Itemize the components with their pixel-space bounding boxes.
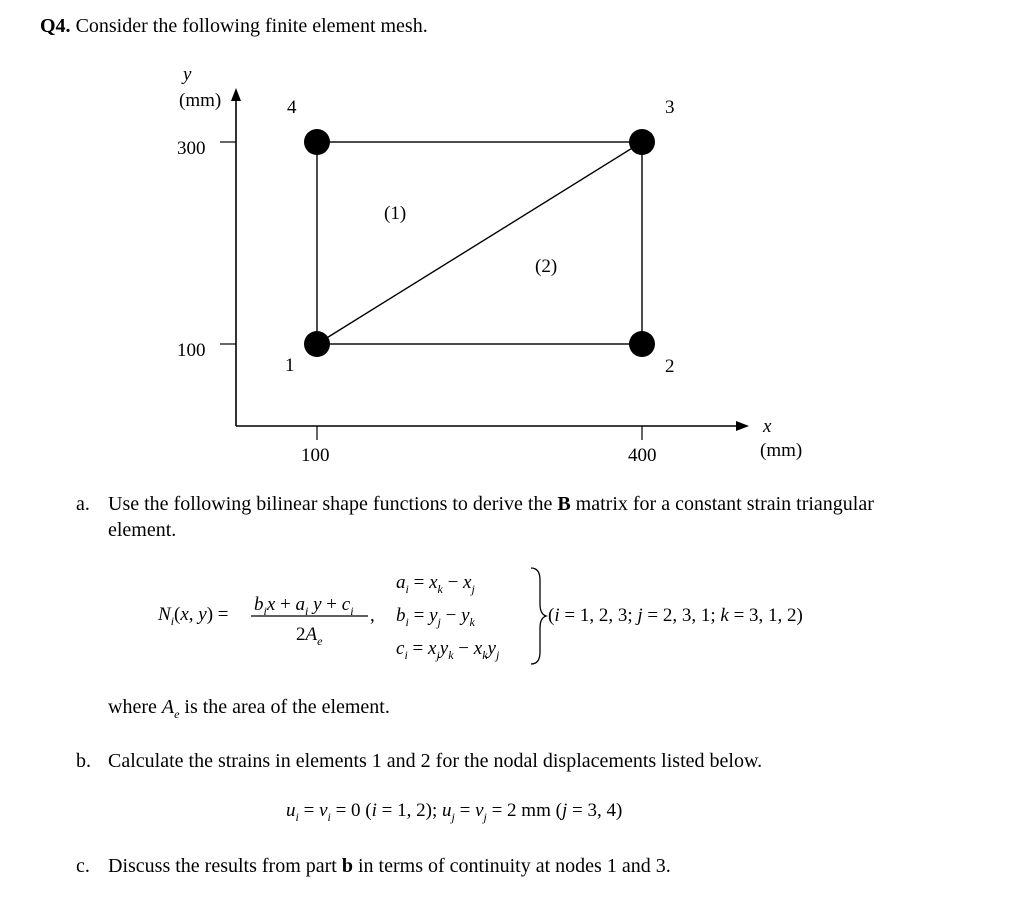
part-a-bold-b: B — [557, 493, 571, 515]
node-label-1: 1 — [285, 355, 295, 376]
x-tick-label-100: 100 — [301, 445, 330, 466]
y-axis-label: y — [183, 64, 192, 85]
eq-comma: , — [370, 605, 375, 626]
y-axis-unit: (mm) — [179, 90, 222, 111]
displacement-equation — [0, 790, 1024, 830]
part-c-text-post: in terms of continuity at nodes 1 and 3. — [352, 855, 671, 877]
part-b-letter: b. — [76, 750, 91, 772]
eq-numerator: $b_ix + a_i$ $y + c_i$ — [254, 594, 354, 618]
part-a-text-post: matrix for a constant strain triangular — [570, 493, 874, 515]
where-pre: where — [108, 696, 162, 718]
element-label-1: (1) — [384, 203, 407, 224]
y-tick-label-100: 100 — [177, 340, 206, 361]
part-b-text: Calculate the strains in elements 1 and 2 for the nodal displacements listed below. — [108, 750, 763, 772]
eq-index-ranges: (i = 1, 2, 3; j = 2, 3, 1; k = 3, 1, 2) — [548, 605, 803, 626]
question-number: Q4. — [40, 15, 71, 37]
node-label-2: 2 — [665, 356, 675, 377]
area-symbol: $A_e$ — [161, 696, 180, 721]
y-tick-label-300: 300 — [177, 138, 206, 159]
eq-right-brace — [531, 568, 546, 664]
x-tick-label-400: 400 — [628, 445, 657, 466]
y-axis-arrow — [231, 88, 241, 101]
where-post: is the area of the element. — [179, 696, 390, 718]
mesh-diagonal — [317, 142, 642, 344]
where-line — [108, 697, 390, 720]
eq-lhs: $N_i(x$, y) = — [158, 604, 229, 628]
part-a-letter: a. — [76, 493, 90, 515]
node-1 — [304, 331, 330, 357]
element-label-2: (2) — [535, 256, 558, 277]
part-c-bold-b: b — [341, 855, 353, 877]
node-label-4: 4 — [287, 97, 297, 118]
eq-displacements: $u_i = v_i = 0$ (i = 1, 2); $u_j = v_j = 2$ mm (j = 3, 4) — [286, 800, 623, 824]
node-label-3: 3 — [665, 97, 675, 118]
x-axis-arrow — [736, 421, 749, 431]
eq-def-a: $a_i = x_k - x_j$ — [396, 572, 475, 596]
part-c-text — [108, 856, 671, 876]
part-c-letter: c. — [76, 855, 90, 877]
eq-def-b: $b_i = y_j - y_k$ — [396, 605, 475, 629]
node-4 — [304, 129, 330, 155]
x-axis-label: x — [763, 416, 772, 437]
part-c-text-pre: Discuss the results from part — [108, 855, 342, 877]
eq-def-c: $c_i = x_jy_k - x_ky_j$ — [396, 638, 500, 662]
x-axis-unit: (mm) — [760, 440, 803, 461]
question-intro: Consider the following finite element mesh. — [75, 15, 428, 37]
node-3 — [629, 129, 655, 155]
part-a-text-line2: element. — [108, 519, 177, 541]
part-a-text-line1 — [108, 494, 874, 514]
part-a-text-pre: Use the following bilinear shape functions to derive the — [108, 493, 558, 515]
eq-denominator: $2A_e$ — [296, 624, 323, 648]
node-2 — [629, 331, 655, 357]
shape-function-equation — [0, 558, 1024, 678]
